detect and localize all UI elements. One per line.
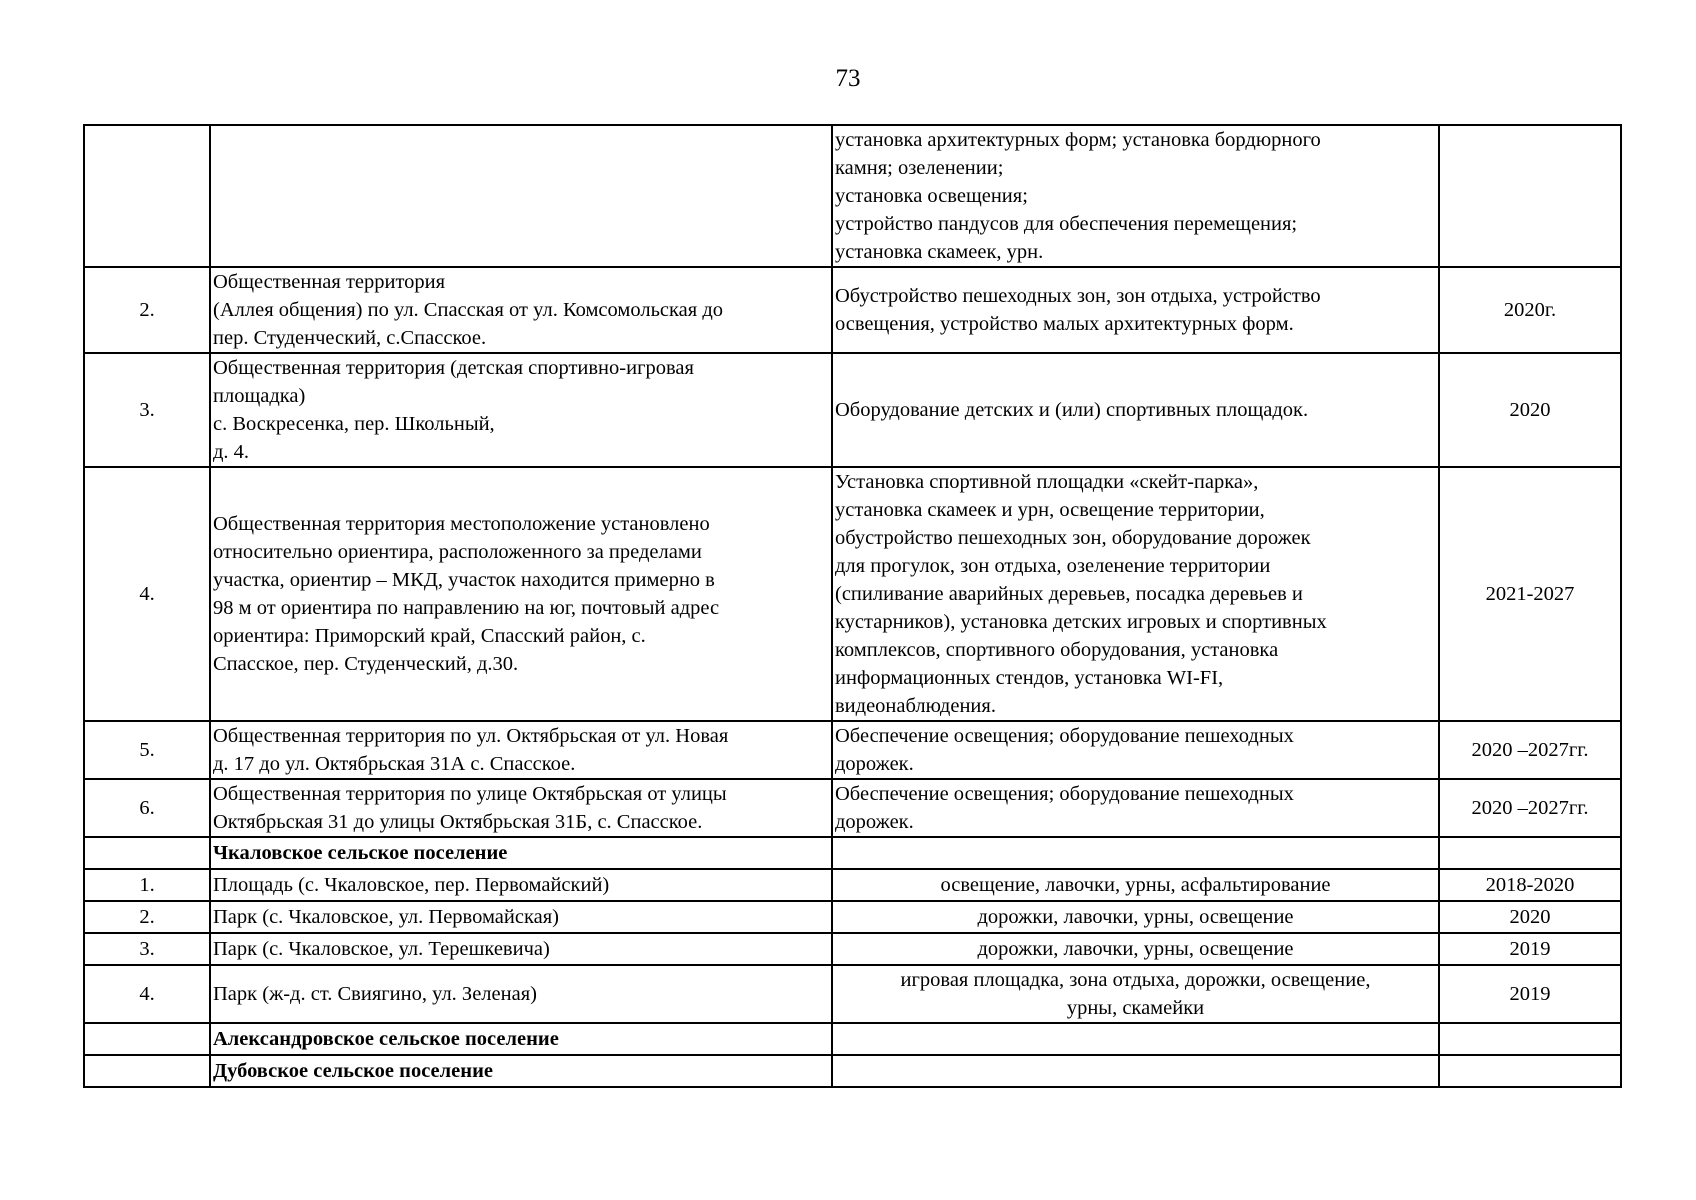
row-number-cell bbox=[84, 125, 210, 267]
row-number-cell bbox=[84, 1055, 210, 1087]
row-number-cell bbox=[84, 267, 210, 353]
section-row bbox=[84, 837, 1621, 869]
works-line: дорожек. bbox=[835, 753, 914, 775]
year: 2019 bbox=[1509, 983, 1551, 1005]
territory-name-cell bbox=[210, 267, 832, 353]
territory-name-line: относительно ориентира, расположенного за пределами bbox=[213, 541, 702, 563]
territory-name-cell bbox=[210, 467, 832, 721]
works-line: Обеспечение освещения; оборудование пешеходных bbox=[835, 783, 1294, 805]
table-row bbox=[84, 125, 1621, 267]
row-number: 3. bbox=[139, 399, 155, 421]
territory-name-cell bbox=[210, 965, 832, 1023]
year: 2020 bbox=[1509, 906, 1551, 928]
year-cell bbox=[1439, 933, 1621, 965]
year: 2020 –2027гг. bbox=[1471, 739, 1589, 761]
works-cell bbox=[832, 869, 1439, 901]
works-line: Обеспечение освещения; оборудование пешеходных bbox=[835, 725, 1294, 747]
table-row bbox=[84, 869, 1621, 901]
section-title-cell bbox=[210, 1055, 832, 1087]
table-row bbox=[84, 467, 1621, 721]
year-cell bbox=[1439, 779, 1621, 837]
row-number-cell bbox=[84, 353, 210, 467]
territory-name-line: Парк (с. Чкаловское, ул. Терешкевича) bbox=[213, 938, 550, 960]
year-cell bbox=[1439, 869, 1621, 901]
works-cell bbox=[832, 125, 1439, 267]
row-number: 2. bbox=[139, 299, 155, 321]
table-body bbox=[84, 125, 1621, 1087]
section-title: Чкаловское сельское поселение bbox=[213, 842, 508, 864]
year: 2020 bbox=[1509, 399, 1551, 421]
year-cell bbox=[1439, 1023, 1621, 1055]
territory-name-line: Общественная территория bbox=[213, 271, 446, 293]
row-number-cell bbox=[84, 779, 210, 837]
territory-name-line: с. Воскресенка, пер. Школьный, bbox=[213, 413, 495, 435]
territory-name-line: Общественная территория по ул. Октябрьская от ул. Новая bbox=[213, 725, 729, 747]
works-cell bbox=[832, 1055, 1439, 1087]
works-cell bbox=[832, 837, 1439, 869]
works-line: освещение, лавочки, урны, асфальтирование bbox=[940, 874, 1331, 896]
works-cell bbox=[832, 965, 1439, 1023]
works-line: Установка спортивной площадки «скейт-парка», bbox=[835, 471, 1259, 493]
year-cell bbox=[1439, 1055, 1621, 1087]
territory-name-cell bbox=[210, 721, 832, 779]
row-number: 5. bbox=[139, 739, 155, 761]
works-line: установка скамеек, урн. bbox=[835, 241, 1044, 263]
works-cell bbox=[832, 267, 1439, 353]
works-line: освещения, устройство малых архитектурных форм. bbox=[835, 313, 1294, 335]
table-row bbox=[84, 779, 1621, 837]
row-number-cell bbox=[84, 869, 210, 901]
year-cell bbox=[1439, 467, 1621, 721]
table-row bbox=[84, 353, 1621, 467]
table-row bbox=[84, 721, 1621, 779]
year: 2020г. bbox=[1503, 299, 1557, 321]
row-number: 4. bbox=[139, 983, 155, 1005]
row-number: 2. bbox=[139, 906, 155, 928]
year-cell bbox=[1439, 353, 1621, 467]
territory-name-line: (Аллея общения) по ул. Спасская от ул. Комсомольская до bbox=[213, 299, 723, 321]
section-row bbox=[84, 1055, 1621, 1087]
section-title: Александровское сельское поселение bbox=[213, 1028, 559, 1050]
works-line: установка архитектурных форм; установка бордюрного bbox=[835, 129, 1321, 151]
year-cell bbox=[1439, 965, 1621, 1023]
territory-name-line: Парк (с. Чкаловское, ул. Первомайская) bbox=[213, 906, 559, 928]
territory-name-line: пер. Студенческий, с.Спасское. bbox=[213, 327, 487, 349]
table-row bbox=[84, 267, 1621, 353]
territory-name-line: Спасское, пер. Студенческий, д.30. bbox=[213, 653, 519, 675]
works-line: камня; озеленении; bbox=[835, 157, 1004, 179]
territory-name-line: Парк (ж-д. ст. Свиягино, ул. Зеленая) bbox=[213, 983, 537, 1005]
year-cell bbox=[1439, 837, 1621, 869]
territory-name-cell bbox=[210, 869, 832, 901]
row-number-cell bbox=[84, 965, 210, 1023]
row-number-cell bbox=[84, 721, 210, 779]
territories-table bbox=[83, 124, 1622, 1088]
territory-name-line: Октябрьская 31 до улицы Октябрьская 31Б, с. Спасское. bbox=[213, 811, 703, 833]
works-line: установка скамеек и урн, освещение территории, bbox=[835, 499, 1265, 521]
territory-name-line: площадка) bbox=[213, 385, 306, 407]
works-line: дорожки, лавочки, урны, освещение bbox=[977, 938, 1294, 960]
row-number: 4. bbox=[139, 583, 155, 605]
row-number: 1. bbox=[139, 874, 155, 896]
works-line: для прогулок, зон отдыха, озеленение территории bbox=[835, 555, 1271, 577]
year: 2021-2027 bbox=[1485, 583, 1575, 605]
territory-name-cell bbox=[210, 779, 832, 837]
territory-name-line: Общественная территория (детская спортивно-игровая bbox=[213, 357, 694, 379]
row-number: 3. bbox=[139, 938, 155, 960]
territory-name-line: Площадь (с. Чкаловское, пер. Первомайский) bbox=[213, 874, 610, 896]
section-title: Дубовское сельское поселение bbox=[213, 1060, 493, 1082]
works-cell bbox=[832, 1023, 1439, 1055]
works-cell bbox=[832, 933, 1439, 965]
works-line: Оборудование детских и (или) спортивных площадок. bbox=[835, 399, 1309, 421]
territory-name-line: ориентира: Приморский край, Спасский район, с. bbox=[213, 625, 646, 647]
works-line: дорожки, лавочки, урны, освещение bbox=[977, 906, 1294, 928]
year-cell bbox=[1439, 901, 1621, 933]
works-line: видеонаблюдения. bbox=[835, 695, 996, 717]
year: 2020 –2027гг. bbox=[1471, 797, 1589, 819]
works-line: кустарников), установка детских игровых и спортивных bbox=[835, 611, 1327, 633]
table-row bbox=[84, 901, 1621, 933]
territory-name-line: Общественная территория по улице Октябрьская от улицы bbox=[213, 783, 727, 805]
territory-name-line: Общественная территория местоположение установлено bbox=[213, 513, 710, 535]
works-line: установка освещения; bbox=[835, 185, 1028, 207]
row-number-cell bbox=[84, 1023, 210, 1055]
works-cell bbox=[832, 779, 1439, 837]
territory-name-cell bbox=[210, 933, 832, 965]
works-cell bbox=[832, 467, 1439, 721]
year-cell bbox=[1439, 721, 1621, 779]
year-cell bbox=[1439, 267, 1621, 353]
territory-name-line: участка, ориентир – МКД, участок находится примерно в bbox=[213, 569, 715, 591]
section-title-cell bbox=[210, 1023, 832, 1055]
row-number: 6. bbox=[139, 797, 155, 819]
works-cell bbox=[832, 901, 1439, 933]
works-line: Обустройство пешеходных зон, зон отдыха, устройство bbox=[835, 285, 1321, 307]
row-number-cell bbox=[84, 837, 210, 869]
table-row bbox=[84, 965, 1621, 1023]
row-number-cell bbox=[84, 933, 210, 965]
works-cell bbox=[832, 721, 1439, 779]
works-line: дорожек. bbox=[835, 811, 914, 833]
year: 2019 bbox=[1509, 938, 1551, 960]
works-line: комплексов, спортивного оборудования, установка bbox=[835, 639, 1279, 661]
page-number: 73 bbox=[835, 65, 861, 92]
territory-name-line: д. 4. bbox=[213, 441, 250, 463]
territory-name-cell bbox=[210, 901, 832, 933]
section-title-cell bbox=[210, 837, 832, 869]
works-cell bbox=[832, 353, 1439, 467]
row-number-cell bbox=[84, 901, 210, 933]
works-line: обустройство пешеходных зон, оборудование дорожек bbox=[835, 527, 1311, 549]
works-line: устройство пандусов для обеспечения перемещения; bbox=[835, 213, 1298, 235]
territory-name-line: 98 м от ориентира по направлению на юг, почтовый адрес bbox=[213, 597, 720, 619]
row-number-cell bbox=[84, 467, 210, 721]
territory-name-line: д. 17 до ул. Октябрьская 31А с. Спасское. bbox=[213, 753, 576, 775]
year-cell bbox=[1439, 125, 1621, 267]
works-line: урны, скамейки bbox=[1066, 997, 1205, 1019]
territory-name-cell bbox=[210, 353, 832, 467]
year: 2018-2020 bbox=[1485, 874, 1575, 896]
works-line: информационных стендов, установка WI-FI, bbox=[835, 667, 1224, 689]
works-line: игровая площадка, зона отдыха, дорожки, освещение, bbox=[900, 969, 1371, 991]
section-row bbox=[84, 1023, 1621, 1055]
table-row bbox=[84, 933, 1621, 965]
territory-name-cell bbox=[210, 125, 832, 267]
works-line: (спиливание аварийных деревьев, посадка деревьев и bbox=[835, 583, 1303, 605]
